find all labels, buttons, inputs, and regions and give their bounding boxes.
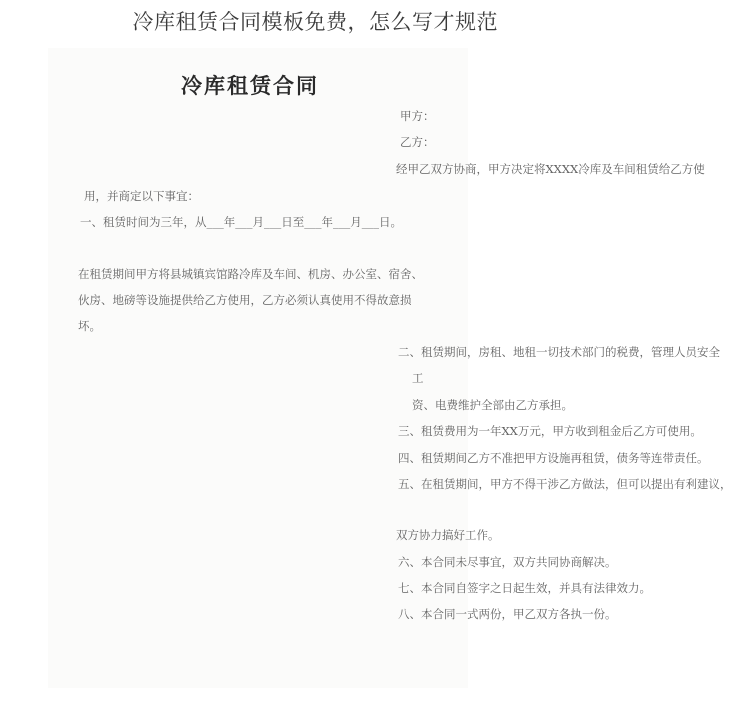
document-clause-3: 三、租赁费用为一年XX万元，甲方收到租金后乙方可使用。: [398, 424, 702, 438]
document-clause-5: 五、在租赁期间，甲方不得干涉乙方做法，但可以提出有利建议，: [398, 477, 732, 491]
document-paragraph: 伙房、地磅等设施提供给乙方使用，乙方必须认真使用不得故意损: [78, 293, 412, 307]
document-paragraph: 坏。: [78, 319, 101, 333]
document-clause-7: 七、本合同自签字之日起生效，并具有法律效力。: [398, 581, 651, 595]
document-clause-8: 八、本合同一式两份，甲乙双方各执一份。: [398, 607, 617, 621]
party-b-line: 乙方：: [400, 135, 435, 149]
document-title: 冷库租赁合同: [181, 73, 319, 98]
document-clause-2: 二、租赁期间，房租、地租一切技术部门的税费，管理人员安全: [398, 345, 720, 359]
document-paragraph: 工: [412, 371, 424, 385]
document-clause-4: 四、租赁期间乙方不准把甲方设施再租赁，债务等连带责任。: [398, 451, 709, 465]
document-paragraph: 在租赁期间甲方将县城镇宾馆路冷库及车间、机房、办公室、宿舍、: [78, 267, 423, 281]
document-paragraph: 双方协力搞好工作。: [396, 528, 500, 542]
document-paragraph: 经甲乙双方协商，甲方决定将XXXX冷库及车间租赁给乙方使: [396, 162, 705, 176]
document-clause-1: 一、租赁时间为三年，从___年___月___日至___年___月___日。: [80, 215, 402, 229]
page-header-title: 冷库租赁合同模板免费，怎么写才规范: [132, 10, 498, 34]
document-clause-6: 六、本合同未尽事宜，双方共同协商解决。: [398, 555, 617, 569]
party-a-line: 甲方：: [400, 109, 435, 123]
document-paragraph: 用，并商定以下事宜：: [84, 189, 199, 203]
document-paragraph: 资、电费维护全部由乙方承担。: [412, 398, 573, 412]
